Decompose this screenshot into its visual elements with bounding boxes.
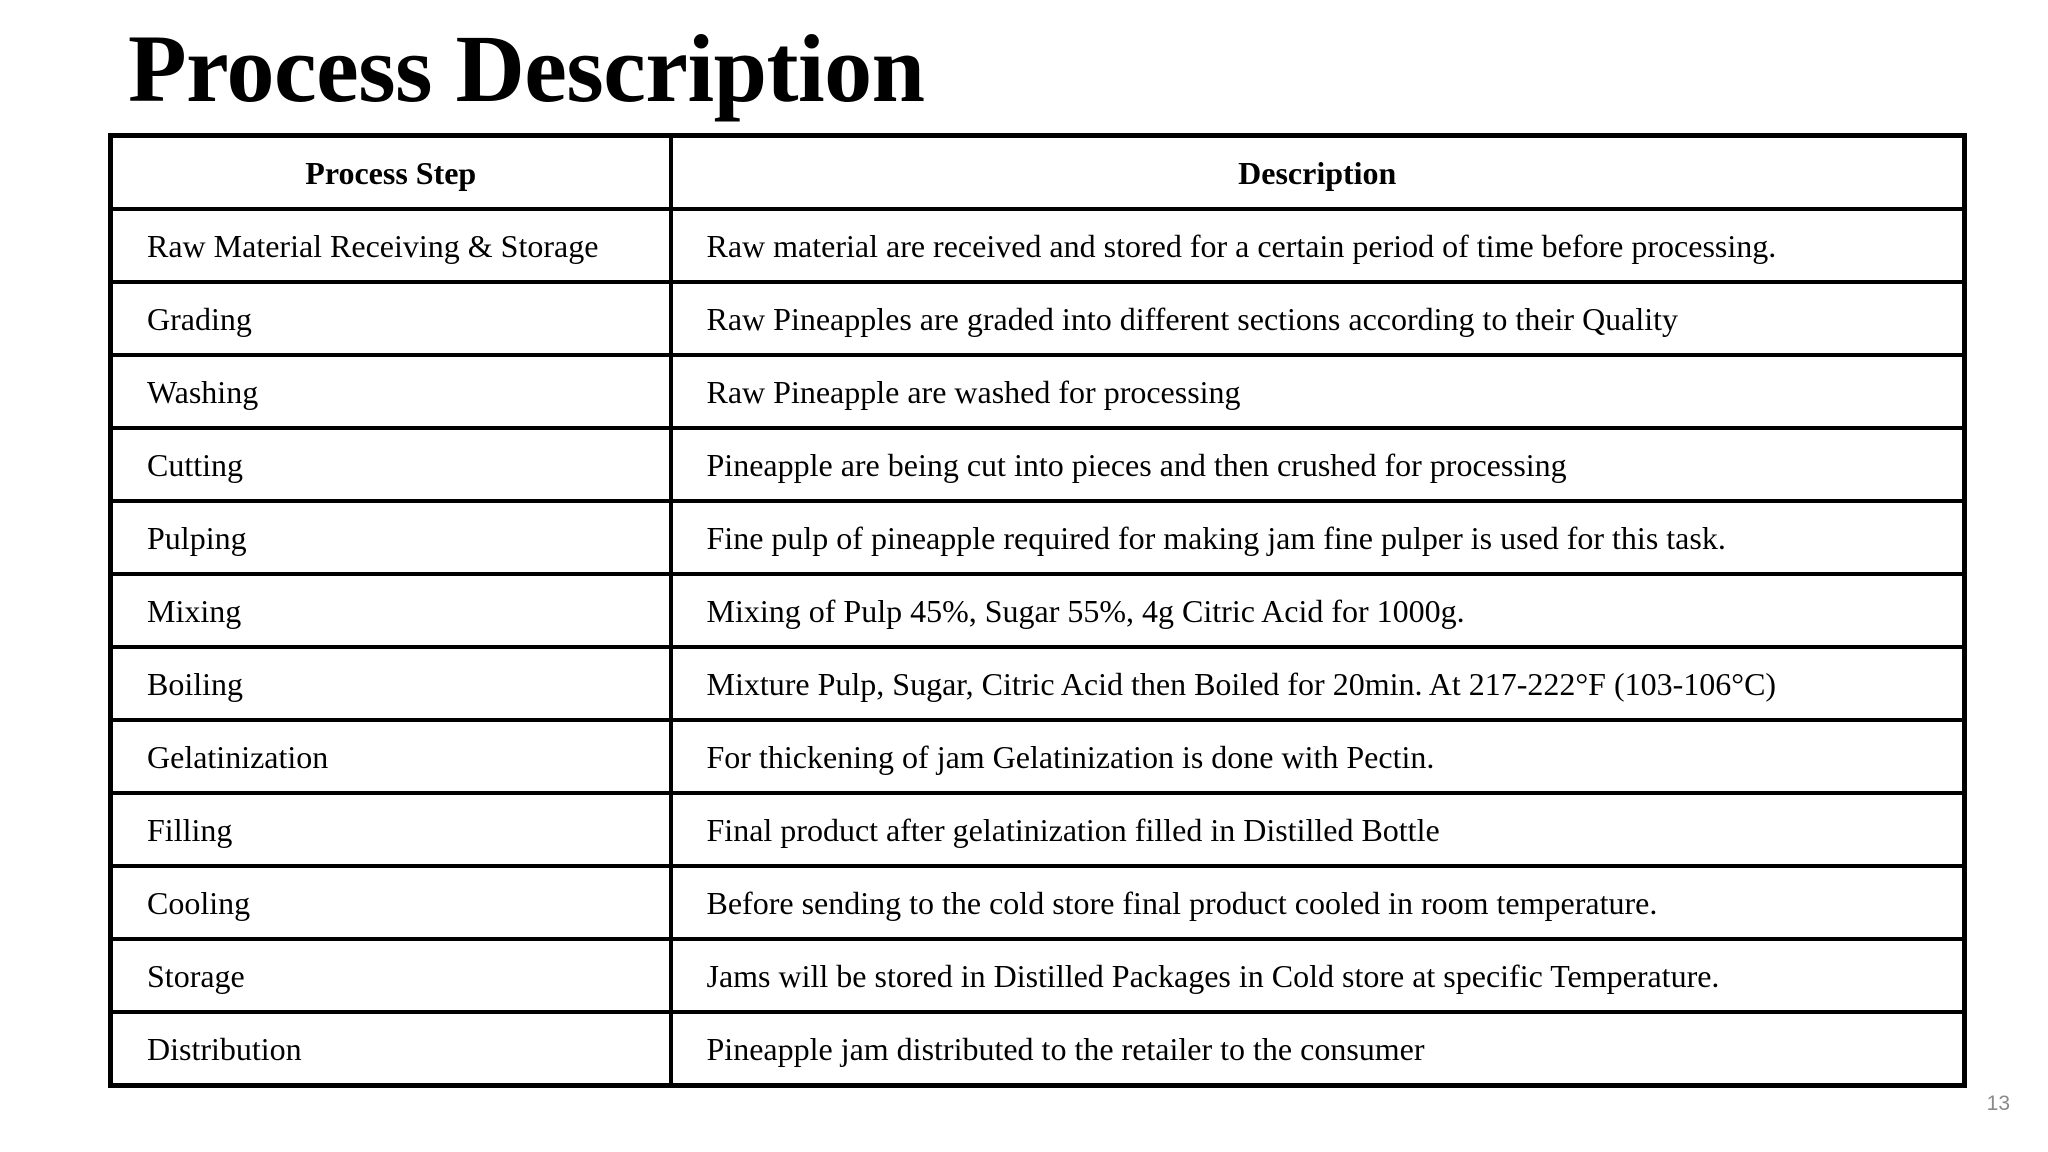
process-step-cell: Boiling xyxy=(111,647,671,720)
table-row xyxy=(111,647,1965,720)
table-row xyxy=(111,209,1965,282)
table-row xyxy=(111,428,1965,501)
process-step-cell: Cooling xyxy=(111,866,671,939)
table-row xyxy=(111,1012,1965,1086)
process-step-cell: Storage xyxy=(111,939,671,1012)
description-cell: Mixing of Pulp 45%, Sugar 55%, 4g Citric Acid for 1000g. xyxy=(671,574,1965,647)
description-cell: Raw Pineapples are graded into different sections according to their Quality xyxy=(671,282,1965,355)
page-number: 13 xyxy=(1986,1092,2010,1115)
process-step-cell: Grading xyxy=(111,282,671,355)
process-step-cell: Mixing xyxy=(111,574,671,647)
process-step-cell: Filling xyxy=(111,793,671,866)
table-row xyxy=(111,282,1965,355)
description-cell: Fine pulp of pineapple required for making jam fine pulper is used for this task. xyxy=(671,501,1965,574)
column-header-description: Description xyxy=(671,136,1965,210)
process-step-cell: Raw Material Receiving & Storage xyxy=(111,209,671,282)
table-row xyxy=(111,574,1965,647)
description-cell: Before sending to the cold store final product cooled in room temperature. xyxy=(671,866,1965,939)
description-cell: For thickening of jam Gelatinization is done with Pectin. xyxy=(671,720,1965,793)
description-cell: Pineapple jam distributed to the retailer to the consumer xyxy=(671,1012,1965,1086)
process-step-cell: Washing xyxy=(111,355,671,428)
process-step-cell: Distribution xyxy=(111,1012,671,1086)
process-step-cell: Cutting xyxy=(111,428,671,501)
table-row xyxy=(111,793,1965,866)
slide-title: Process Description xyxy=(128,15,925,122)
description-cell: Raw Pineapple are washed for processing xyxy=(671,355,1965,428)
process-step-cell: Gelatinization xyxy=(111,720,671,793)
description-cell: Jams will be stored in Distilled Packages in Cold store at specific Temperature. xyxy=(671,939,1965,1012)
table-row xyxy=(111,501,1965,574)
table-row xyxy=(111,355,1965,428)
table-row xyxy=(111,720,1965,793)
process-step-cell: Pulping xyxy=(111,501,671,574)
column-header-process-step: Process Step xyxy=(111,136,671,210)
description-cell: Final product after gelatinization filled in Distilled Bottle xyxy=(671,793,1965,866)
description-cell: Raw material are received and stored for a certain period of time before processing. xyxy=(671,209,1965,282)
table-header-row xyxy=(111,136,1965,210)
table-row xyxy=(111,939,1965,1012)
table-row xyxy=(111,866,1965,939)
description-cell: Pineapple are being cut into pieces and then crushed for processing xyxy=(671,428,1965,501)
description-cell: Mixture Pulp, Sugar, Citric Acid then Boiled for 20min. At 217-222°F (103-106°C) xyxy=(671,647,1965,720)
process-table xyxy=(108,133,1967,1088)
